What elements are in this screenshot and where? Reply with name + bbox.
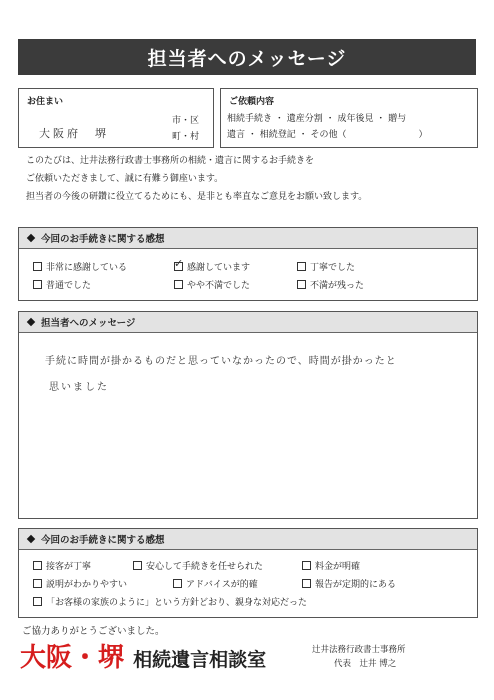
checkbox-icon: [297, 280, 306, 289]
intro-text: [26, 152, 471, 206]
page-title: 担当者へのメッセージ: [147, 47, 347, 70]
intro-line: このたびは、辻井法務行政書士事務所の相続・遺言に関するお手続きを: [26, 156, 315, 166]
diamond-bullet-icon: [27, 318, 35, 326]
option-checkbox[interactable]: 「お客様の家族のように」という方針どおり、親身な対応だった: [33, 595, 307, 608]
intro-line: ご依頼いただきまして、誠に有難う御座います。: [26, 174, 224, 184]
option-checkbox[interactable]: 安心して手続きを任せられた: [133, 559, 263, 572]
checkbox-icon: [297, 262, 306, 271]
address-unit-town: 町・村: [172, 132, 200, 142]
page-title-banner: [18, 39, 476, 75]
diamond-bullet-icon: [27, 535, 35, 543]
checkbox-icon: [33, 579, 42, 588]
option-checkbox[interactable]: 丁寧でした: [297, 260, 355, 273]
checkbox-icon: [302, 561, 311, 570]
thanks-text: ご協力ありがとうございました。: [22, 626, 165, 637]
service-title: 今回のお手続きに関する感想: [41, 535, 165, 546]
option-checkbox[interactable]: 接客が丁寧: [33, 559, 91, 572]
checkbox-icon: [33, 597, 42, 606]
impression-section: [18, 227, 478, 301]
checked-checkbox-icon: [174, 262, 183, 271]
message-line1: 手続に時間が掛かるものだと思っていなかったので、時間が掛かったと: [45, 356, 397, 367]
option-checkbox[interactable]: 不満が残った: [297, 278, 364, 291]
message-title: 担当者へのメッセージ: [41, 318, 136, 329]
request-box: [220, 88, 478, 148]
checkbox-icon: [174, 280, 183, 289]
option-checkbox[interactable]: 非常に感謝している: [33, 260, 127, 273]
message-header: [19, 312, 477, 333]
request-line1: 相続手続き ・ 遺産分割 ・ 成年後見 ・ 贈与: [227, 114, 407, 124]
service-section: [18, 528, 478, 618]
address-unit-city: 市・区: [172, 116, 200, 126]
checkbox-icon: [33, 280, 42, 289]
impression-title: 今回のお手続きに関する感想: [41, 234, 165, 245]
option-checkbox[interactable]: 説明がわかりやすい: [33, 577, 127, 590]
brand-red: 大阪・堺: [20, 643, 125, 673]
address-label: お住まい: [27, 97, 64, 107]
option-checkbox[interactable]: アドバイスが的確: [173, 577, 258, 590]
message-section: [18, 311, 478, 519]
option-checkbox[interactable]: 報告が定期的にある: [302, 577, 396, 590]
checkbox-icon: [302, 579, 311, 588]
impression-header: [19, 228, 477, 249]
option-checkbox[interactable]: 普通でした: [33, 278, 91, 291]
message-line2: 思いました: [49, 382, 109, 393]
brand-black: 相続遺言相談室: [133, 649, 267, 671]
diamond-bullet-icon: [27, 234, 35, 242]
address-value: 大阪府 堺: [39, 127, 109, 140]
brand-logo: [20, 637, 266, 674]
option-checkbox[interactable]: 料金が明確: [302, 559, 360, 572]
office-name: 辻井法務行政書士事務所: [312, 645, 406, 655]
option-checkbox[interactable]: ✓ 感謝しています: [174, 260, 250, 273]
checkbox-icon: [133, 561, 142, 570]
request-label: ご依頼内容: [229, 97, 275, 107]
representative: 代表 辻井 博之: [334, 659, 397, 669]
checkbox-icon: [173, 579, 182, 588]
address-box: [18, 88, 214, 148]
request-line2: 遺言 ・ 相続登記 ・ その他（ ）: [227, 130, 428, 140]
intro-line: 担当者の今後の研鑽に役立てるためにも、是非とも率直なご意見をお願い致します。: [26, 192, 368, 202]
checkbox-icon: [33, 262, 42, 271]
option-checkbox[interactable]: やや不満でした: [174, 278, 250, 291]
service-header: [19, 529, 477, 550]
checkbox-icon: [33, 561, 42, 570]
